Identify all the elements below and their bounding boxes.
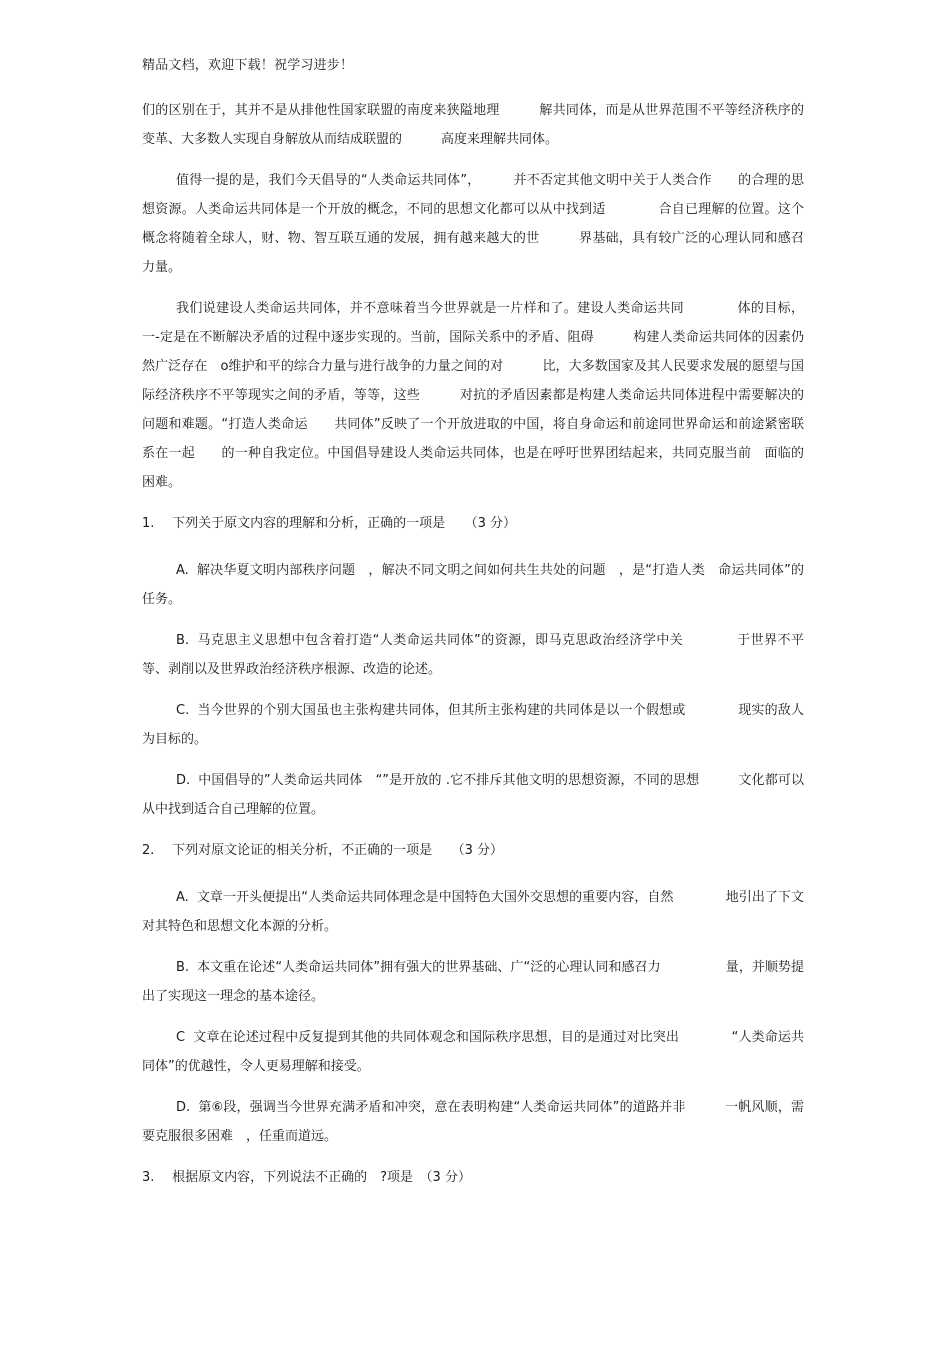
option-text: 第⑥段，强调当今世界充满矛盾和冲突，意在表明构建“人类命运共同体”的道路并非 一帆风顺，需要克服很多困难 ，任重而道远。 — [142, 1100, 804, 1144]
option-text: 马克思主义思想中包含着打造“人类命运共同体”的资源，即马克思政治经济学中关 于世界不平等、剥削以及世界政治经济秩序根源、改造的论述。 — [142, 633, 804, 677]
option-d — [142, 766, 804, 824]
question-stem — [142, 509, 804, 538]
option-text: 文章一开头便提出“人类命运共同体理念是中国特色大国外交思想的重要内容，自然 地引出了下文对其特色和思想文化本源的分析。 — [142, 890, 804, 934]
option-tag: A. — [176, 563, 189, 578]
question-number: 3. — [142, 1170, 155, 1185]
option-tag: C. — [176, 703, 190, 718]
option-b — [142, 626, 804, 684]
question-number: 1. — [142, 516, 155, 531]
paragraph: 们的区别在于，其并不是从排他性国家联盟的南度来狭隘地理 解共同体，而是从世界范围不平等经济秩序的变革、大多数人实现自身解放从而结成联盟的 高度来理解共同体。 — [142, 103, 804, 147]
question-text: 根据原文内容，下列说法不正确的 ?项是 （3 分） — [172, 1170, 471, 1185]
question-number: 2. — [142, 843, 155, 858]
question-2 — [142, 836, 804, 1151]
question-stem — [142, 836, 804, 865]
option-c — [142, 696, 804, 754]
option-tag: D. — [176, 773, 191, 788]
option-text: 当今世界的个别大国虽也主张构建共同体，但其所主张构建的共同体是以一个假想或 现实的敌人为目标的。 — [142, 703, 804, 747]
option-b — [142, 953, 804, 1011]
question-text: 下列关于原文内容的理解和分析，正确的一项是 （3 分） — [172, 516, 517, 531]
option-c — [142, 1023, 804, 1081]
option-text: 文章在论述过程中反复提到其他的共同体观念和国际秩序思想，目的是通过对比突出 “人类命运共同体”的优越性，令人更易理解和接受。 — [142, 1030, 804, 1074]
option-tag: D. — [176, 1100, 191, 1115]
question-stem — [142, 1163, 804, 1192]
option-d — [142, 1093, 804, 1151]
question-1 — [142, 509, 804, 824]
paragraph: 值得一提的是，我们今天倡导的“人类命运共同体”， 并不否定其他文明中关于人类合作 的合理的思想资源。人类命运共同体是一个开放的概念，不同的思想文化都可以从中找到适 合自已理解的位置。这个概念将随着全球人，财、物、智互联互通的发展，拥有越来越大的世 界基础，具有较广泛的心理认同和感召力量。 — [142, 173, 804, 275]
option-tag: B. — [176, 633, 190, 648]
option-tag: A. — [176, 890, 189, 905]
question-text: 下列对原文论证的相关分析，不正确的一项是 （3 分） — [172, 843, 504, 858]
page-header: 精品文档，欢迎下载！祝学习进步！ — [142, 58, 354, 73]
option-tag: C — [176, 1030, 186, 1045]
option-a — [142, 556, 804, 614]
option-text: 中国倡导的”人类命运共同体 “”是开放的 .它不排斥其他文明的思想资源，不同的思想 文化都可以从中找到适合自己理解的位置。 — [142, 773, 804, 817]
question-3 — [142, 1163, 804, 1192]
option-a — [142, 883, 804, 941]
option-tag: B. — [176, 960, 190, 975]
document-body — [142, 96, 804, 1210]
option-text: 解决华夏文明内部秩序问题 ，解决不同文明之间如何共生共处的问题 ，是“打造人类 命运共同体”的任务。 — [142, 563, 804, 607]
paragraph: 我们说建设人类命运共同体，并不意味着当今世界就是一片样和了。建设人类命运共同 体的目标，一-定是在不断解决矛盾的过程中逐步实现的。当前，国际关系中的矛盾、阻碍 构建人类命运共同体的因素仍然广泛存在 o维护和平的综合力量与进行战争的力量之间的对 比，大多数国家及其人民要求发展的愿望与国际经济秩序不平等现实之间的矛盾，等等，这些 对抗的矛盾因素都是构建人类命运共同体进程中需要解决的问题和难题。“打造人类命运 共同体”反映了一个开放进取的中国，将自身命运和前途同世界命运和前途紧密联系在一起 的一种自我定位。中国倡导建设人类命运共同体，也是在呼吁世界团结起来，共同克服当前 面临的困难。 — [142, 301, 804, 490]
option-text: 本文重在论述“人类命运共同体”拥有强大的世界基础、广“泛的心理认同和感召力 量，并顺势提出了实现这一理念的基本途径。 — [142, 960, 804, 1004]
